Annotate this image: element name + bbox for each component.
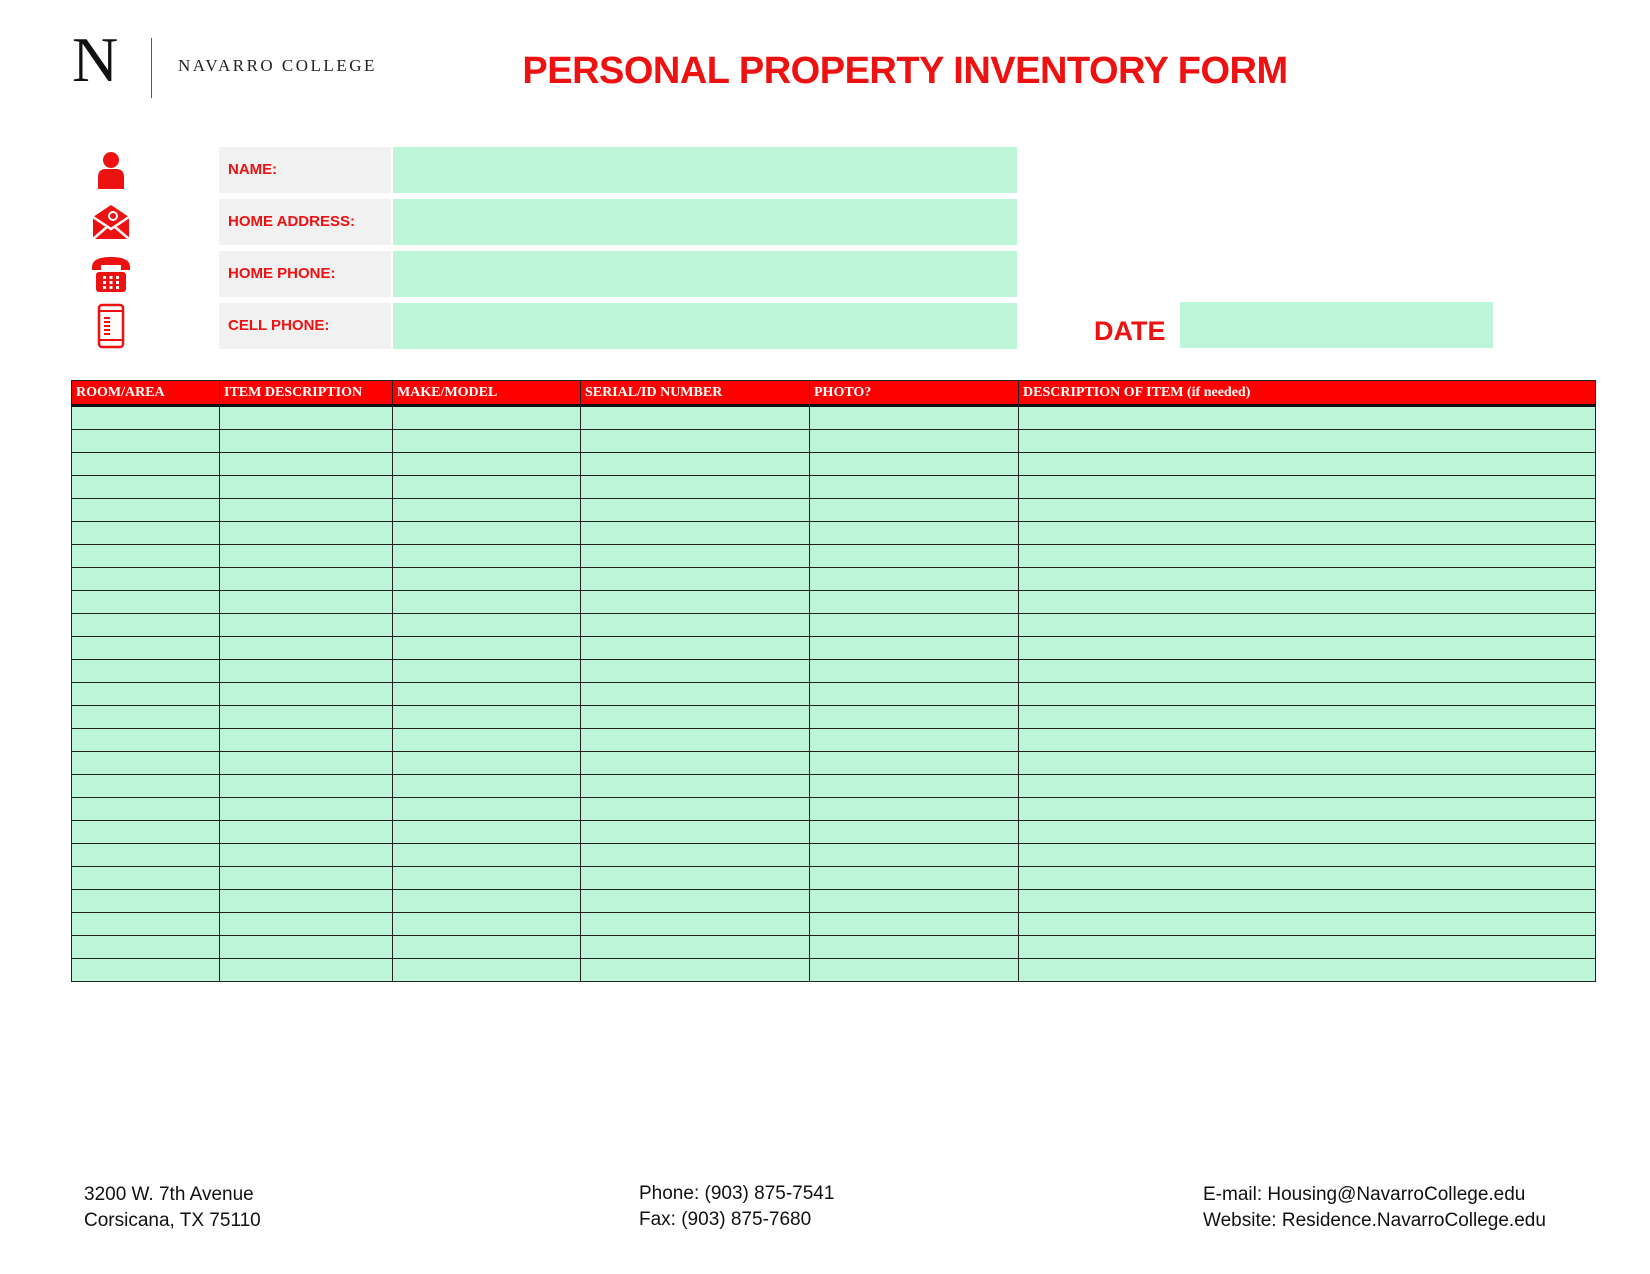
cell-item-description[interactable] — [220, 453, 393, 476]
cell-serial-id-number[interactable] — [581, 522, 810, 545]
cell-photo[interactable] — [810, 406, 1019, 430]
cell-make-model[interactable] — [393, 821, 581, 844]
cell-description-of-item[interactable] — [1019, 660, 1596, 683]
table-row — [72, 430, 1596, 453]
cell-photo[interactable] — [810, 568, 1019, 591]
cell-make-model[interactable] — [393, 591, 581, 614]
cell-make-model[interactable] — [393, 430, 581, 453]
inventory-table — [71, 380, 1596, 982]
cell-photo[interactable] — [810, 476, 1019, 499]
cell-description-of-item[interactable] — [1019, 867, 1596, 890]
cell-item-description[interactable] — [220, 430, 393, 453]
cell-room-area[interactable] — [72, 936, 220, 959]
cell-photo[interactable] — [810, 798, 1019, 821]
cell-room-area[interactable] — [72, 568, 220, 591]
cell-description-of-item[interactable] — [1019, 936, 1596, 959]
table-row — [72, 959, 1596, 982]
cell-item-description[interactable] — [220, 821, 393, 844]
cell-photo[interactable] — [810, 729, 1019, 752]
cell-serial-id-number[interactable] — [581, 775, 810, 798]
cell-serial-id-number[interactable] — [581, 545, 810, 568]
cell-item-description[interactable] — [220, 476, 393, 499]
cell-photo[interactable] — [810, 844, 1019, 867]
col-header-photo: PHOTO? — [810, 381, 1019, 406]
cell-photo[interactable] — [810, 775, 1019, 798]
table-header-row — [72, 381, 1596, 406]
home-phone-field[interactable] — [393, 251, 1017, 297]
table-row — [72, 844, 1596, 867]
cell-photo[interactable] — [810, 867, 1019, 890]
cell-make-model[interactable] — [393, 522, 581, 545]
cell-serial-id-number[interactable] — [581, 729, 810, 752]
table-row — [72, 453, 1596, 476]
cell-description-of-item[interactable] — [1019, 476, 1596, 499]
cell-room-area[interactable] — [72, 406, 220, 430]
cell-make-model[interactable] — [393, 752, 581, 775]
cell-make-model[interactable] — [393, 844, 581, 867]
cell-item-description[interactable] — [220, 660, 393, 683]
footer-email[interactable]: E-mail: Housing@NavarroCollege.edu — [1203, 1184, 1526, 1205]
cell-room-area[interactable] — [72, 683, 220, 706]
cell-description-of-item[interactable] — [1019, 959, 1596, 982]
cell-room-area[interactable] — [72, 959, 220, 982]
cell-serial-id-number[interactable] — [581, 844, 810, 867]
cell-item-description[interactable] — [220, 890, 393, 913]
cell-make-model[interactable] — [393, 637, 581, 660]
cell-serial-id-number[interactable] — [581, 453, 810, 476]
cell-description-of-item[interactable] — [1019, 568, 1596, 591]
cell-description-of-item[interactable] — [1019, 453, 1596, 476]
cell-room-area[interactable] — [72, 476, 220, 499]
name-label: NAME: — [219, 147, 391, 193]
mobile-phone-icon — [88, 303, 134, 349]
cell-description-of-item[interactable] — [1019, 729, 1596, 752]
cell-make-model[interactable] — [393, 913, 581, 936]
cell-item-description[interactable] — [220, 936, 393, 959]
cell-serial-id-number[interactable] — [581, 430, 810, 453]
cell-item-description[interactable] — [220, 867, 393, 890]
cell-serial-id-number[interactable] — [581, 867, 810, 890]
table-row — [72, 683, 1596, 706]
footer-fax: Fax: (903) 875-7680 — [639, 1209, 812, 1230]
cell-serial-id-number[interactable] — [581, 476, 810, 499]
cell-item-description[interactable] — [220, 798, 393, 821]
cell-item-description[interactable] — [220, 683, 393, 706]
cell-make-model[interactable] — [393, 706, 581, 729]
cell-room-area[interactable] — [72, 591, 220, 614]
cell-photo[interactable] — [810, 752, 1019, 775]
cell-room-area[interactable] — [72, 430, 220, 453]
cell-item-description[interactable] — [220, 844, 393, 867]
table-row — [72, 637, 1596, 660]
cell-serial-id-number[interactable] — [581, 614, 810, 637]
cell-make-model[interactable] — [393, 499, 581, 522]
cell-photo[interactable] — [810, 591, 1019, 614]
cell-item-description[interactable] — [220, 775, 393, 798]
footer-address-line1: 3200 W. 7th Avenue — [84, 1184, 254, 1205]
table-row — [72, 614, 1596, 637]
cell-room-area[interactable] — [72, 706, 220, 729]
cell-item-description[interactable] — [220, 614, 393, 637]
cell-serial-id-number[interactable] — [581, 890, 810, 913]
cell-make-model[interactable] — [393, 545, 581, 568]
cell-make-model[interactable] — [393, 936, 581, 959]
cell-item-description[interactable] — [220, 568, 393, 591]
cell-photo[interactable] — [810, 660, 1019, 683]
cell-serial-id-number[interactable] — [581, 959, 810, 982]
cell-description-of-item[interactable] — [1019, 752, 1596, 775]
cell-room-area[interactable] — [72, 499, 220, 522]
table-row — [72, 821, 1596, 844]
cell-room-area[interactable] — [72, 752, 220, 775]
cell-serial-id-number[interactable] — [581, 683, 810, 706]
table-row — [72, 913, 1596, 936]
cell-room-area[interactable] — [72, 453, 220, 476]
cell-photo[interactable] — [810, 545, 1019, 568]
cell-description-of-item[interactable] — [1019, 430, 1596, 453]
cell-photo[interactable] — [810, 499, 1019, 522]
cell-description-of-item[interactable] — [1019, 890, 1596, 913]
cell-make-model[interactable] — [393, 867, 581, 890]
cell-item-description[interactable] — [220, 637, 393, 660]
cell-description-of-item[interactable] — [1019, 522, 1596, 545]
cell-serial-id-number[interactable] — [581, 752, 810, 775]
cell-item-description[interactable] — [220, 499, 393, 522]
cell-description-of-item[interactable] — [1019, 775, 1596, 798]
cell-make-model[interactable] — [393, 890, 581, 913]
home-address-field[interactable] — [393, 199, 1017, 245]
cell-make-model[interactable] — [393, 729, 581, 752]
cell-item-description[interactable] — [220, 406, 393, 430]
cell-room-area[interactable] — [72, 844, 220, 867]
table-row — [72, 798, 1596, 821]
table-row — [72, 890, 1596, 913]
cell-room-area[interactable] — [72, 821, 220, 844]
cell-item-description[interactable] — [220, 959, 393, 982]
cell-serial-id-number[interactable] — [581, 660, 810, 683]
cell-room-area[interactable] — [72, 545, 220, 568]
cell-item-description[interactable] — [220, 706, 393, 729]
cell-photo[interactable] — [810, 706, 1019, 729]
cell-item-description[interactable] — [220, 545, 393, 568]
cell-photo[interactable] — [810, 614, 1019, 637]
cell-make-model[interactable] — [393, 568, 581, 591]
cell-make-model[interactable] — [393, 775, 581, 798]
cell-item-description[interactable] — [220, 913, 393, 936]
col-header-item-description: ITEM DESCRIPTION — [220, 381, 393, 406]
cell-description-of-item[interactable] — [1019, 614, 1596, 637]
cell-room-area[interactable] — [72, 660, 220, 683]
cell-room-area[interactable] — [72, 890, 220, 913]
date-label: DATE — [1094, 316, 1166, 346]
cell-description-of-item[interactable] — [1019, 706, 1596, 729]
table-row — [72, 867, 1596, 890]
col-header-room-area: ROOM/AREA — [72, 381, 220, 406]
form-title: PERSONAL PROPERTY INVENTORY FORM — [522, 50, 1288, 92]
footer-phone-fax — [639, 1181, 834, 1233]
table-row — [72, 591, 1596, 614]
cell-item-description[interactable] — [220, 752, 393, 775]
table-row — [72, 406, 1596, 430]
footer-website[interactable]: Website: Residence.NavarroCollege.edu — [1203, 1210, 1546, 1231]
cell-serial-id-number[interactable] — [581, 591, 810, 614]
cell-description-of-item[interactable] — [1019, 499, 1596, 522]
cell-description-of-item[interactable] — [1019, 913, 1596, 936]
footer-address-line2: Corsicana, TX 75110 — [84, 1210, 261, 1231]
col-header-description-of-item: DESCRIPTION OF ITEM (if needed) — [1019, 381, 1596, 406]
table-row — [72, 660, 1596, 683]
cell-photo[interactable] — [810, 913, 1019, 936]
cell-description-of-item[interactable] — [1019, 545, 1596, 568]
table-row — [72, 729, 1596, 752]
cell-description-of-item[interactable] — [1019, 821, 1596, 844]
cell-room-area[interactable] — [72, 637, 220, 660]
cell-description-of-item[interactable] — [1019, 591, 1596, 614]
home-phone-label: HOME PHONE: — [219, 251, 391, 297]
cell-serial-id-number[interactable] — [581, 798, 810, 821]
table-row — [72, 936, 1596, 959]
cell-serial-id-number[interactable] — [581, 821, 810, 844]
cell-photo[interactable] — [810, 683, 1019, 706]
cell-photo[interactable] — [810, 637, 1019, 660]
cell-room-area[interactable] — [72, 913, 220, 936]
name-field[interactable] — [393, 147, 1017, 193]
cell-phone-field[interactable] — [393, 303, 1017, 349]
cell-item-description[interactable] — [220, 729, 393, 752]
cell-serial-id-number[interactable] — [581, 499, 810, 522]
logo-letter: N — [72, 24, 119, 95]
cell-room-area[interactable] — [72, 798, 220, 821]
col-header-make-model: MAKE/MODEL — [393, 381, 581, 406]
cell-description-of-item[interactable] — [1019, 637, 1596, 660]
cell-phone-label: CELL PHONE: — [219, 303, 391, 349]
cell-photo[interactable] — [810, 936, 1019, 959]
telephone-icon — [88, 251, 134, 297]
cell-room-area[interactable] — [72, 729, 220, 752]
cell-serial-id-number[interactable] — [581, 913, 810, 936]
cell-photo[interactable] — [810, 522, 1019, 545]
envelope-icon — [88, 199, 134, 245]
cell-serial-id-number[interactable] — [581, 637, 810, 660]
cell-make-model[interactable] — [393, 683, 581, 706]
home-address-label: HOME ADDRESS: — [219, 199, 391, 245]
col-header-serial-id-number: SERIAL/ID NUMBER — [581, 381, 810, 406]
cell-make-model[interactable] — [393, 476, 581, 499]
logo-text: NAVARRO COLLEGE — [178, 56, 377, 75]
footer-contact — [1203, 1182, 1546, 1234]
cell-item-description[interactable] — [220, 522, 393, 545]
footer-phone: Phone: (903) 875-7541 — [639, 1183, 835, 1204]
table-row — [72, 706, 1596, 729]
logo-divider — [151, 38, 152, 98]
table-row — [72, 522, 1596, 545]
cell-photo[interactable] — [810, 959, 1019, 982]
cell-make-model[interactable] — [393, 798, 581, 821]
cell-photo[interactable] — [810, 430, 1019, 453]
cell-photo[interactable] — [810, 821, 1019, 844]
table-row — [72, 545, 1596, 568]
cell-photo[interactable] — [810, 890, 1019, 913]
cell-description-of-item[interactable] — [1019, 683, 1596, 706]
cell-serial-id-number[interactable] — [581, 568, 810, 591]
cell-item-description[interactable] — [220, 591, 393, 614]
table-row — [72, 568, 1596, 591]
cell-room-area[interactable] — [72, 867, 220, 890]
table-row — [72, 499, 1596, 522]
cell-room-area[interactable] — [72, 614, 220, 637]
cell-photo[interactable] — [810, 453, 1019, 476]
cell-make-model[interactable] — [393, 614, 581, 637]
cell-serial-id-number[interactable] — [581, 936, 810, 959]
cell-make-model[interactable] — [393, 959, 581, 982]
person-icon — [88, 147, 134, 193]
cell-make-model[interactable] — [393, 406, 581, 430]
cell-make-model[interactable] — [393, 453, 581, 476]
table-row — [72, 752, 1596, 775]
date-field[interactable] — [1180, 302, 1493, 348]
cell-serial-id-number[interactable] — [581, 406, 810, 430]
footer-address — [84, 1182, 261, 1234]
cell-description-of-item[interactable] — [1019, 406, 1596, 430]
inventory-table-body — [72, 406, 1596, 982]
cell-room-area[interactable] — [72, 775, 220, 798]
cell-room-area[interactable] — [72, 522, 220, 545]
cell-make-model[interactable] — [393, 660, 581, 683]
cell-description-of-item[interactable] — [1019, 844, 1596, 867]
cell-description-of-item[interactable] — [1019, 798, 1596, 821]
table-row — [72, 476, 1596, 499]
cell-serial-id-number[interactable] — [581, 706, 810, 729]
table-row — [72, 775, 1596, 798]
